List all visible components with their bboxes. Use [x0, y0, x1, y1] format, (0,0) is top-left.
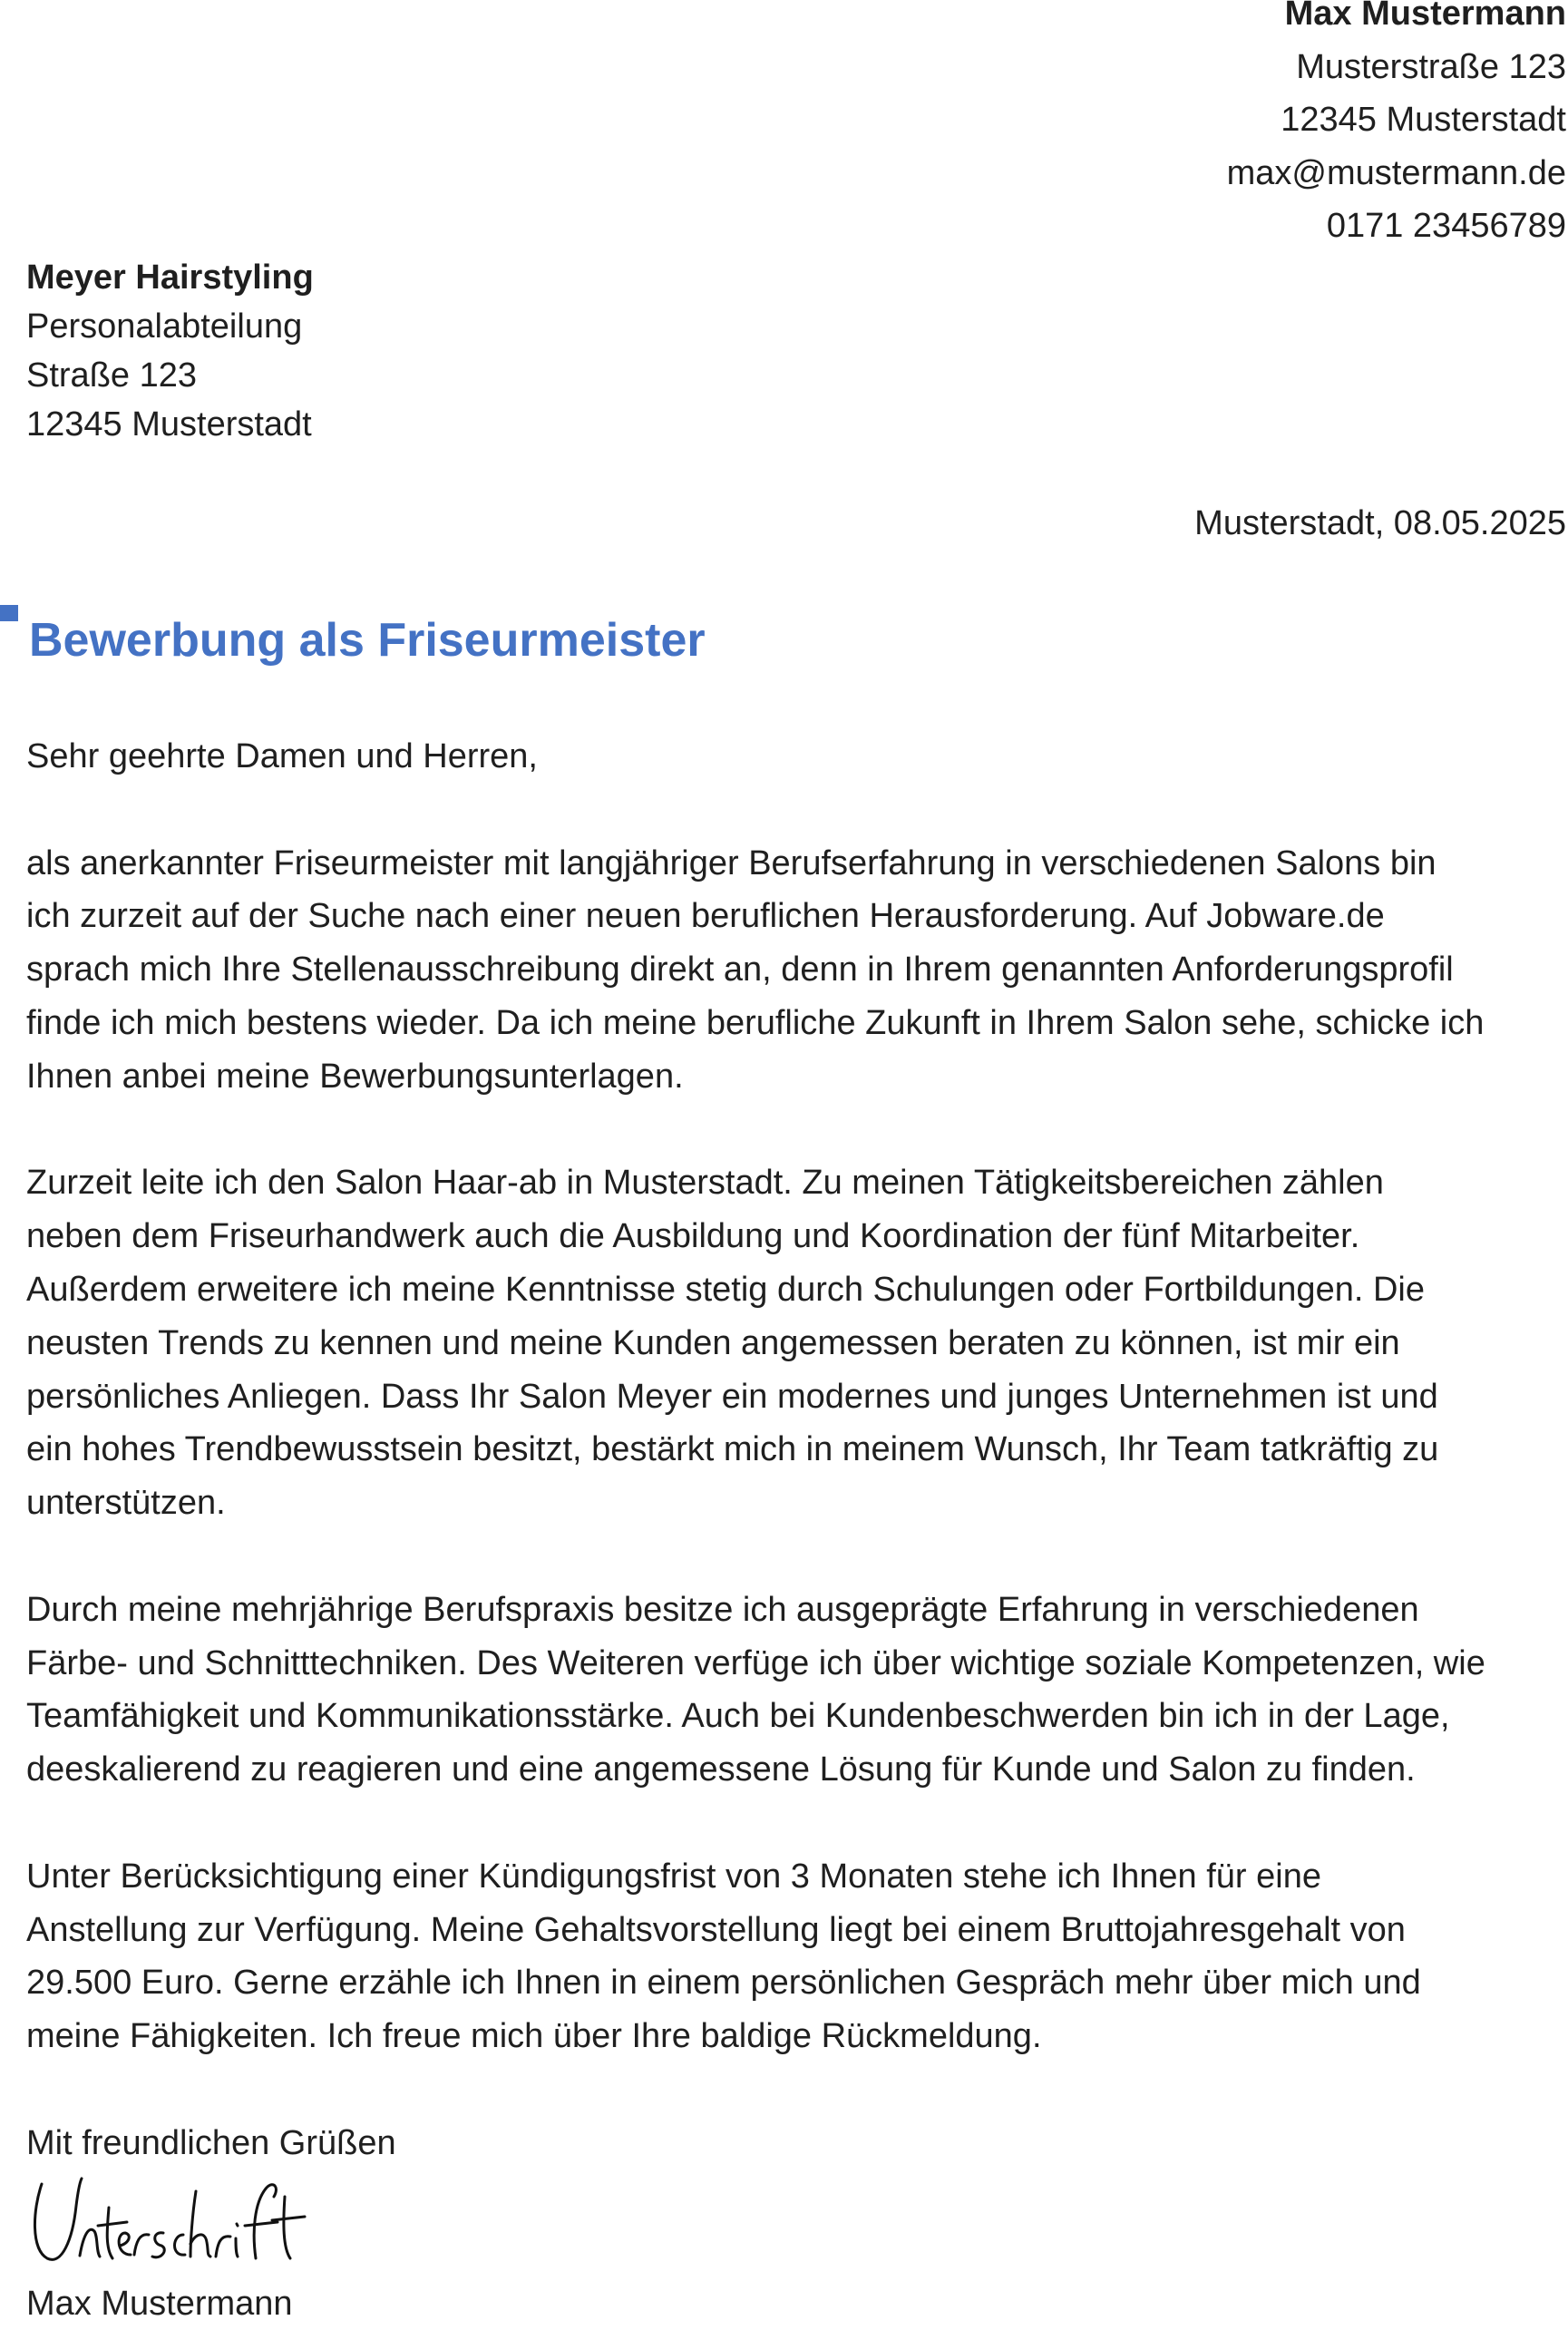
- paragraph-line: meine Fähigkeiten. Ich freue mich über Ihre baldige Rückmeldung.: [26, 2017, 1042, 2056]
- paragraph-line: unterstützen.: [26, 1484, 226, 1523]
- paragraph: [26, 1850, 1568, 2063]
- sender-address-block: [1227, 0, 1566, 253]
- recipient-company: Meyer Hairstyling: [26, 258, 314, 297]
- paragraph-line: ein hohes Trendbewusstsein besitzt, bestärkt mich in meinem Wunsch, Ihr Team tatkräftig zu: [26, 1430, 1439, 1469]
- sender-phone: 0171 23456789: [1326, 207, 1566, 245]
- recipient-city: 12345 Musterstadt: [26, 405, 312, 444]
- paragraph: [26, 837, 1568, 1104]
- recipient-address-block: [26, 253, 314, 449]
- paragraph-line: Zurzeit leite ich den Salon Haar-ab in Musterstadt. Zu meinen Tätigkeitsbereichen zählen: [26, 1164, 1384, 1203]
- paragraph-line: Unter Berücksichtigung einer Kündigungsfrist von 3 Monaten stehe ich Ihnen für eine: [26, 1857, 1321, 1896]
- paragraph-line: neben dem Friseurhandwerk auch die Ausbildung und Koordination der fünf Mitarbeiter.: [26, 1217, 1360, 1256]
- place-date: Musterstadt, 08.05.2025: [1194, 504, 1566, 542]
- recipient-street: Straße 123: [26, 356, 197, 395]
- paragraph-line: Außerdem erweitere ich meine Kenntnisse stetig durch Schulungen oder Fortbildungen. Die: [26, 1270, 1425, 1309]
- paragraph: [26, 1156, 1568, 1530]
- paragraph-line: deeskalierend zu reagieren und eine angemessene Lösung für Kunde und Salon zu finden.: [26, 1750, 1416, 1789]
- sender-name: Max Mustermann: [1284, 0, 1566, 33]
- sender-city: 12345 Musterstadt: [1281, 101, 1566, 139]
- salutation: Sehr geehrte Damen und Herren,: [26, 737, 538, 775]
- paragraph-line: Färbe- und Schnitttechniken. Des Weiteren verfüge ich über wichtige soziale Kompetenzen, wie: [26, 1643, 1485, 1682]
- paragraph-line: als anerkannter Friseurmeister mit langjähriger Berufserfahrung in verschiedenen Salons bin: [26, 843, 1437, 882]
- recipient-department: Personalabteilung: [26, 307, 303, 346]
- sender-email: max@mustermann.de: [1226, 153, 1566, 192]
- signer-name: Max Mustermann: [26, 2285, 293, 2323]
- paragraph-line: Anstellung zur Verfügung. Meine Gehaltsvorstellung liegt bei einem Bruttojahresgehalt von: [26, 1910, 1406, 1949]
- paragraph-line: ich zurzeit auf der Suche nach einer neuen beruflichen Herausforderung. Auf Jobware.de: [26, 897, 1385, 936]
- paragraph: [26, 1584, 1568, 1797]
- paragraph-line: neusten Trends zu kennen und meine Kunden angemessen beraten zu können, ist mir ein: [26, 1323, 1400, 1362]
- paragraph-line: sprach mich Ihre Stellenausschreibung direkt an, denn in Ihrem genannten Anforderungsprofil: [26, 951, 1454, 990]
- paragraph-line: Durch meine mehrjährige Berufspraxis besitze ich ausgeprägte Erfahrung in verschiedenen: [26, 1590, 1419, 1629]
- subject-marker: [0, 605, 18, 621]
- letter-body: [26, 730, 1568, 2170]
- paragraph-line: Teamfähigkeit und Kommunikationsstärke. Auch bei Kundenbeschwerden bin ich in der Lage,: [26, 1697, 1450, 1736]
- subject-heading: Bewerbung als Friseurmeister: [29, 614, 706, 667]
- paragraph-line: finde ich mich bestens wieder. Da ich meine berufliche Zukunft in Ihrem Salon sehe, schicke ich: [26, 1003, 1485, 1042]
- paragraph-line: 29.500 Euro. Gerne erzähle ich Ihnen in einem persönlichen Gespräch mehr über mich und: [26, 1964, 1421, 2003]
- sender-street: Musterstraße 123: [1296, 47, 1566, 86]
- closing: Mit freundlichen Grüßen: [26, 2123, 396, 2162]
- paragraph-line: Ihnen anbei meine Bewerbungsunterlagen.: [26, 1057, 684, 1096]
- paragraph-line: persönliches Anliegen. Dass Ihr Salon Meyer ein modernes und junges Unternehmen ist und: [26, 1377, 1438, 1416]
- handwritten-signature: [29, 2169, 310, 2278]
